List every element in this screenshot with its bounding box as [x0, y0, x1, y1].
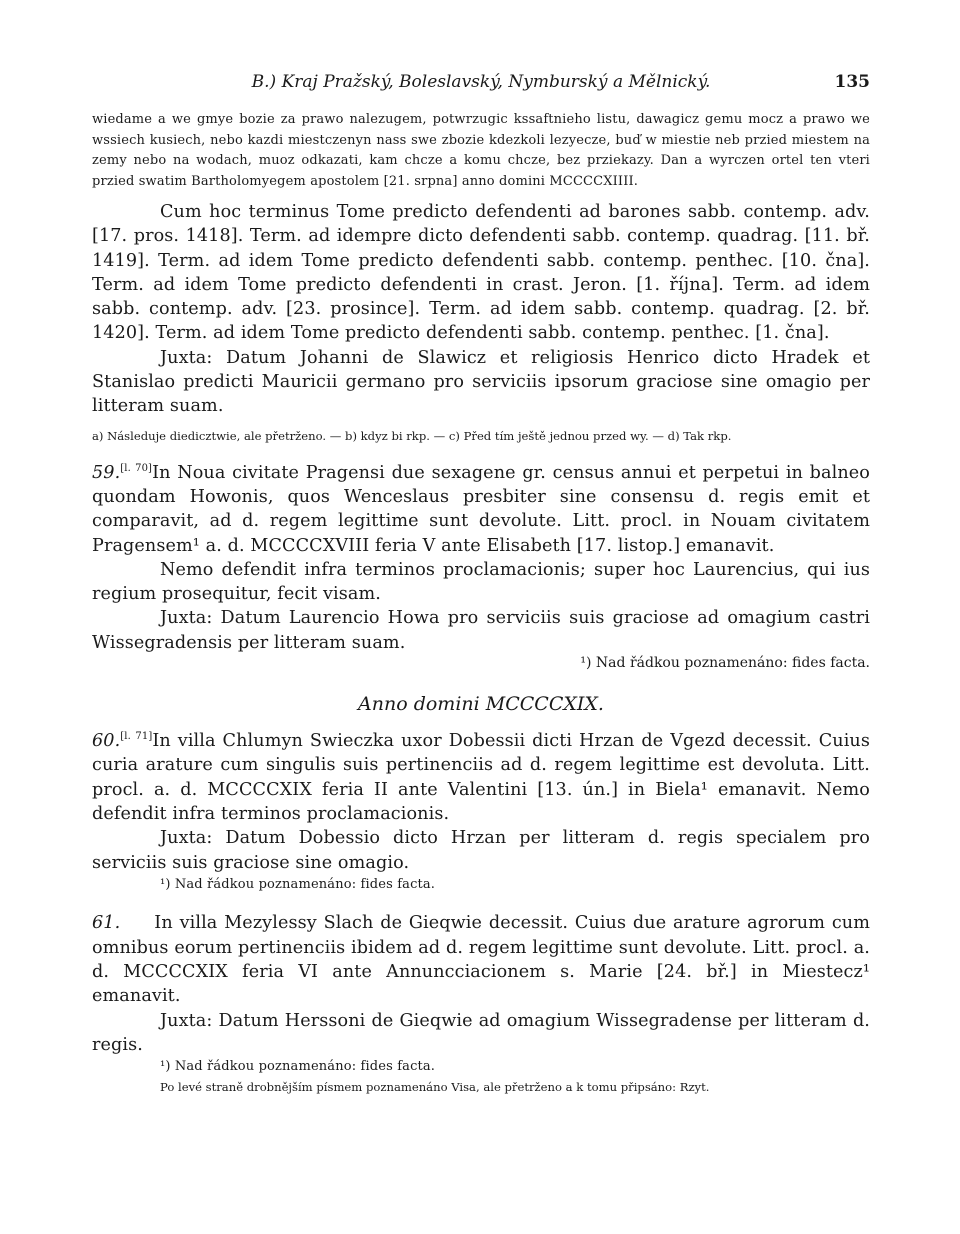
running-head-title: B.) Kraj Pražský, Boleslavský, Nymburský a Mělnický. — [251, 72, 711, 92]
entry-61 — [92, 911, 870, 1008]
czech-verdict-paragraph: wiedame a we gmye bozie za prawo nalezugem, potwrzugic kssaftnieho listu, dawagicz gemu mocz a prawo we wssiech kusiech, nebo kazdi miestczenyn nass swe zbozie kdezkoli lezyecze, buď w miestie neb przied miestem na zemy nebo na wodach, muoz odkazati, kam chcze a komu chcze, bez prziekazy. Dan a wyrczen ortel ten vteri przied swatim Bartholomyegem apostolem [21. srpna] anno domini MCCCCXIIII. — [92, 112, 870, 189]
terms-paragraph: Cum hoc terminus Tome predicto defendenti ad barones sabb. contemp. adv. [17. pros. 1418]. Term. ad idempre dicto defendenti sabb. contemp. quadrag. [11. bř. 1419]. Term. ad idem Tome predicto defendenti sabb. contemp. penthec. [10. čna]. Term. ad idem Tome predicto defendenti in crast. Jeron. [1. října]. Term. ad idem sabb. contemp. adv. [23. prosince]. Term. ad idem sabb. contemp. quadrag. [2. bř. 1420]. Term. ad idem Tome predicto defendenti sabb. contemp. penthec. [1. čna]. — [92, 202, 870, 344]
running-head — [92, 72, 870, 98]
entry-61-footnote-2: Po levé straně drobnějším písmem poznamenáno Visa, ale přetrženo a k tomu připsáno: Rzyt. — [160, 1079, 710, 1094]
entry-61-footnote-1: ¹) Nad řádkou poznamenáno: fides facta. — [160, 1059, 436, 1075]
entry-60 — [92, 729, 870, 826]
entry-60-footnote: ¹) Nad řádkou poznamenáno: fides facta. — [160, 876, 436, 892]
entry-59 — [92, 461, 870, 558]
entry-59-nemo: Nemo defendit infra terminos proclamacionis; super hoc Laurencius, qui ius regium prosequitur, fecit visam. — [92, 559, 870, 605]
entry-61-number: 61. — [92, 913, 121, 934]
juxta-paragraph-1: Juxta: Datum Johanni de Slawicz et religiosis Henrico dicto Hradek et Stanislao predicti Mauricii germano pro serviciis ipsorum graciose sine omagio per litteram suam. — [92, 347, 870, 417]
entry-60-text: In villa Chlumyn Swieczka uxor Dobessii dicti Hrzan de Vgezd decessit. Cuius curia arature cum singulis suis pertinenciis ad d. regem legittime est devoluta. Litt. procl. a. d. MCCCCXIX feria II ante Valentini [13. ún.] in Biela¹ emanavit. Nemo defendit infra terminos proclamacionis. — [92, 731, 870, 824]
page-number: 135 — [834, 72, 870, 92]
year-heading: Anno domini MCCCCXIX. — [358, 693, 604, 716]
entry-60-leaf-ref: [l. 71] — [120, 731, 153, 743]
entry-59-text: In Noua civitate Pragensi due sexagene gr. census annui et perpetui in balneo quondam Howonis, quos Wenceslaus presbiter sine consensu d. regis emit et comparavit, ad d. regem legittime sunt devolute. Litt. procl. in Nouam civitatem Pragensem¹ a. d. MCCCCXVIII feria V ante Elisabeth [17. listop.] emanavit. — [92, 462, 870, 556]
entry-59-juxta: Juxta: Datum Laurencio Howa pro serviciis suis graciose ad omagium castri Wissegradensis per litteram suam. — [92, 608, 870, 653]
entry-60-number: 60. — [92, 731, 121, 752]
entry-61-text: In villa Mezylessy Slach de Gieqwie decessit. Cuius due arature agrorum cum omnibus eorum pertinenciis ibidem ad d. regem legittime sunt devolute. Litt. procl. a. d. MCCCCXIX feria VI ante Annuncciacionem s. Marie [24. bř.] in Miestecz¹ emanavit. — [92, 913, 870, 1007]
entry-59-number: 59. — [92, 462, 121, 483]
entry-61-juxta: Juxta: Datum Herssoni de Gieqwie ad omagium Wissegradense per litteram d. regis. — [92, 1010, 870, 1055]
entry-60-juxta: Juxta: Datum Dobessio dicto Hrzan per litteram d. regis specialem pro serviciis suis graciose sine omagio. — [92, 828, 870, 873]
entry-59-leaf-ref: [l. 70] — [120, 462, 153, 474]
footnotes-1: a) Následuje diedicztwie, ale přetrženo. — b) kdyz bi rkp. — c) Před tím ještě jednou przed wy. — d) Tak rkp. — [92, 428, 732, 443]
entry-59-footnote: ¹) Nad řádkou poznamenáno: fides facta. — [580, 655, 870, 672]
